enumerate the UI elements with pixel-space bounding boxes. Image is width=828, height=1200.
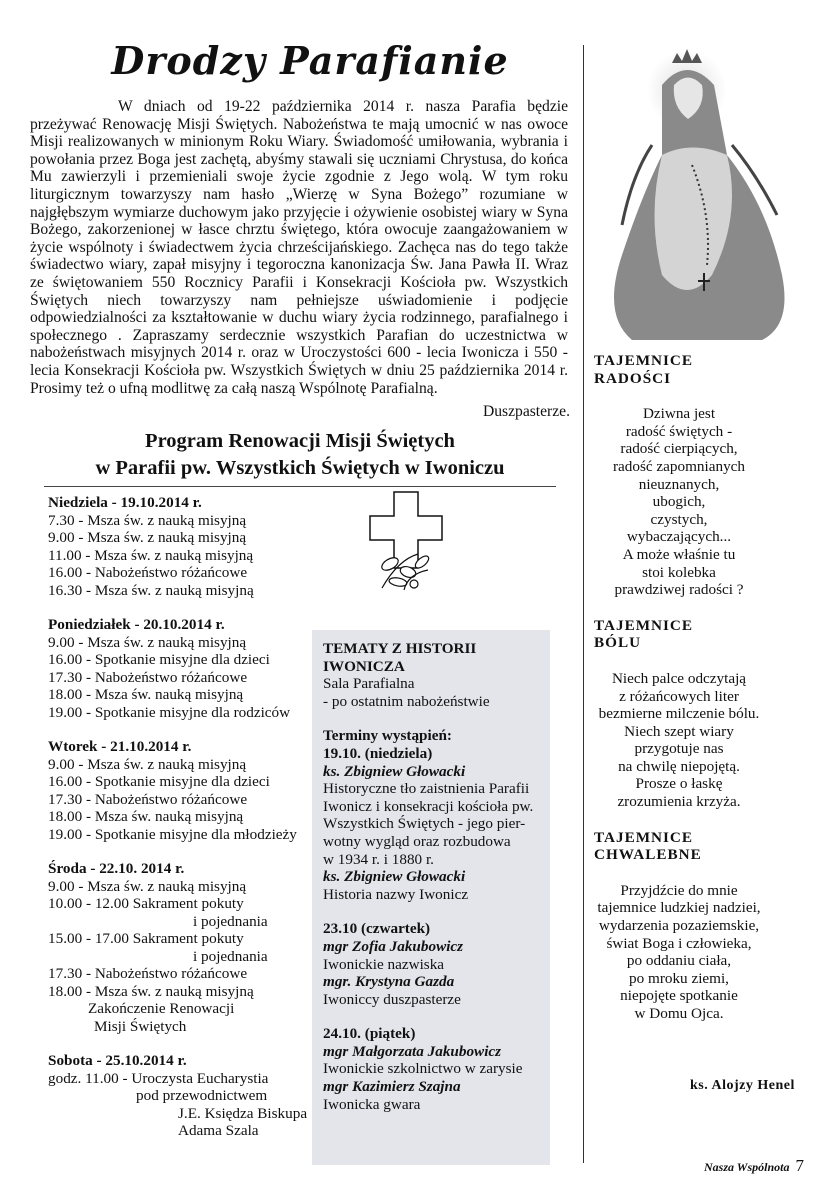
session-date: 23.10 (czwartek) xyxy=(323,920,431,938)
schedule-item: 18.00 - Msza św. z nauką misyjną xyxy=(48,982,254,1000)
madonna-with-rosary-illustration xyxy=(592,45,802,345)
poem-line: radość cierpiących, xyxy=(620,440,738,458)
schedule-item: 15.00 - 17.00 Sakrament pokuty xyxy=(48,930,244,947)
box-dates-heading: Terminy wystąpień: xyxy=(323,727,452,745)
poem-line: prawdziwej radości ? xyxy=(614,581,744,599)
session-date: 19.10. (niedziela) xyxy=(323,744,433,762)
talk-topic: wotny wygląd oraz rozbudowa xyxy=(323,832,511,850)
speaker-name: mgr Kazimierz Szajna xyxy=(323,1078,461,1096)
schedule-item-continued: J.E. Księdza Biskupa xyxy=(178,1104,308,1122)
schedule-item: 10.00 - 12.00 Sakrament pokuty xyxy=(48,895,244,912)
poem-line: Niech palce odczytają xyxy=(611,669,747,687)
schedule-item: 11.00 - Msza św. z nauką misyjną xyxy=(48,546,254,564)
poem-line: bezmierne milczenie bólu. xyxy=(598,705,760,723)
page-number: 7 xyxy=(795,1156,804,1175)
poem-line: z różańcowych liter xyxy=(619,687,739,705)
box-place: Sala Parafialna xyxy=(323,675,415,693)
poem-author: ks. Alojzy Henel xyxy=(690,1078,795,1093)
history-talks-box xyxy=(312,630,550,1165)
poem-line: wydarzenia pozaziemskie, xyxy=(598,917,760,935)
schedule-item: 16.00 - Spotkanie misyjne dla dzieci xyxy=(48,651,270,668)
box-title-line1: TEMATY Z HISTORII xyxy=(323,640,477,657)
talk-topic: Historia nazwy Iwonicz xyxy=(323,885,469,903)
schedule-item: 9.00 - Msza św. z nauką misyjną xyxy=(48,529,247,546)
cross-with-flowers-icon xyxy=(368,490,444,592)
poem-line: świat Boga i człowieka, xyxy=(606,934,752,952)
spacer xyxy=(323,903,550,920)
poem-line: nieuznanych, xyxy=(638,475,720,493)
talk-topic: Wszystkich Świętych - jego pier- xyxy=(323,815,526,833)
speaker-name: ks. Zbigniew Głowacki xyxy=(323,868,466,886)
spacer xyxy=(323,1008,550,1025)
poem-line: niepojęte spotkanie xyxy=(620,987,738,1005)
schedule-day xyxy=(48,738,328,843)
schedule-item: 9.00 - Msza św. z nauką misyjną xyxy=(48,633,247,651)
schedule-day-heading: Środa - 22.10. 2014 r. xyxy=(48,860,185,877)
schedule-item: 18.00 - Msza św. nauką misyjną xyxy=(48,686,244,703)
rosary-mysteries-poem xyxy=(594,352,814,1041)
schedule-day xyxy=(48,494,328,599)
mystery-heading xyxy=(594,829,814,864)
mystery-heading xyxy=(594,617,814,652)
publication-name: Nasza Wspólnota xyxy=(704,1160,790,1174)
poem-line: czystych, xyxy=(650,510,708,528)
schedule-item: 7.30 - Msza św. z nauką misyjną xyxy=(48,511,247,529)
poem-line: radość zapomnianych xyxy=(613,457,745,475)
mystery-poem xyxy=(594,882,764,1023)
schedule-day xyxy=(48,1052,328,1140)
talk-topic: Iwonicka gwara xyxy=(323,1095,421,1113)
schedule-item: 17.30 - Nabożeństwo różańcowe xyxy=(48,668,248,686)
speaker-name: mgr Zofia Jakubowicz xyxy=(323,937,464,955)
box-time: - po ostatnim nabożeństwie xyxy=(323,692,490,710)
schedule-item-continued: i pojednania xyxy=(193,912,268,930)
schedule-item-continued: pod przewodnictwem xyxy=(136,1087,268,1104)
talk-topic: Iwonicz i konsekracji kościoła pw. xyxy=(323,797,534,815)
poem-line: Przyjdźcie do mnie xyxy=(620,881,738,899)
intro-letter xyxy=(30,98,568,397)
poem-line: ubogich, xyxy=(652,493,706,511)
poem-line: po mroku ziemi, xyxy=(629,969,729,987)
schedule-item-continued: Zakończenie Renowacji xyxy=(88,1000,235,1017)
poem-line: Dziwna jest xyxy=(642,405,716,423)
poem-line: A może właśnie tu xyxy=(622,545,736,563)
schedule-item: 17.30 - Nabożeństwo różańcowe xyxy=(48,790,248,808)
mission-schedule xyxy=(48,494,328,1157)
poem-line: Niech szept wiary xyxy=(624,722,734,740)
schedule-item: 16.00 - Nabożeństwo różańcowe xyxy=(48,564,248,581)
talk-sessions xyxy=(323,745,550,1113)
talk-topic: Historyczne tło zaistnienia Parafii xyxy=(323,780,530,798)
mystery-heading-line: CHWALEBNE xyxy=(594,846,702,864)
speaker-name: ks. Zbigniew Głowacki xyxy=(323,762,466,780)
page-title: Drodzy Parafianie xyxy=(111,38,509,83)
talk-topic: Iwonickie nazwiska xyxy=(323,955,445,973)
schedule-day xyxy=(48,860,328,1035)
schedule-item: 19.00 - Spotkanie misyjne dla młodzieży xyxy=(48,825,297,843)
poem-line: wybaczających... xyxy=(626,528,732,546)
talk-topic: w 1934 r. i 1880 r. xyxy=(323,850,434,868)
intro-paragraph: W dniach od 19-22 października 2014 r. nasza Parafia będzie przeżywać Renowację Misji Świętych. Nabożeństwa te mają umocnić w nas owoce Misji realizowanych w minionym Roku Wiary. Świadomość umiłowania, wybrania i powołania przez Boga jest zachętą, abyśmy stawali się uczniami Chrystusa, do końca Mu zawierzyli i przemieniali swoje życie zgodnie z Jego wolą. W tym roku liturgicznym towarzyszy nam hasło „Wierzę w Syna Bożego” rozumiane w najgłębszym wymiarze duchowym jako przyjęcie i ożywienie osobistej wiary w Syna Bożego, zakorzenionej w łasce chrztu świętego, która owocuje zaangażowaniem w życie wspólnoty i świadectwem życia chrześcijańskiego. Zachęca nas do tego także świadectwo wiary, zapał misyjny i tegoroczna kanonizacja Św. Jana Pawła II. Wraz ze świętowaniem 550 Rocznicy Parafii i Konsekracji Kościoła pw. Wszystkich Świętych niech towarzyszy nam pełniejsze uświadomienie i podjęcie odpowiedzialności za kształtowanie w duchu wiary życia rodzinnego, parafialnego i społecznego . Zapraszamy serdecznie wszystkich Parafian do uczestnictwa w nabożeństwach misyjnych 2014 r. oraz w Uroczystości 600 - lecia Iwonicza i 550 - lecia Konsekracji Kościoła pw. Wszystkich Świętych w dniu 25 października 2014 r. Prosimy też o ufną modlitwę za całą naszą Wspólnotę Parafialną. xyxy=(30,98,568,397)
schedule-day-heading: Sobota - 25.10.2014 r. xyxy=(48,1052,187,1069)
speaker-name: mgr. Krystyna Gazda xyxy=(323,973,455,991)
session-date: 24.10. (piątek) xyxy=(323,1025,416,1043)
schedule-item: godz. 11.00 - Uroczysta Eucharystia xyxy=(48,1069,269,1087)
poem-line: tajemnice ludzkiej nadziei, xyxy=(597,899,761,917)
poem-line: stoi kolebka xyxy=(642,563,716,581)
schedule-item: 16.30 - Msza św. z nauką misyjną xyxy=(48,581,254,599)
schedule-item: 9.00 - Msza św. z nauką misyjną xyxy=(48,755,247,773)
poem-line: po oddaniu ciała, xyxy=(626,952,732,970)
schedule-item: 19.00 - Spotkanie misyjne dla rodziców xyxy=(48,703,291,721)
schedule-item: 9.00 - Msza św. z nauką misyjną xyxy=(48,877,247,895)
schedule-day-heading: Wtorek - 21.10.2014 r. xyxy=(48,738,192,755)
mystery-poem xyxy=(594,405,764,599)
poem-line: radość świętych - xyxy=(625,422,733,440)
letter-signature: Duszpasterze. xyxy=(482,403,570,420)
mystery-heading-line: RADOŚCI xyxy=(594,369,672,387)
speaker-name: mgr Małgorzata Jakubowicz xyxy=(323,1042,502,1060)
poem-line: zrozumienia krzyża. xyxy=(617,793,741,811)
mystery-heading-line: TAJEMNICE xyxy=(594,616,694,634)
schedule-item-continued: Misji Świętych xyxy=(94,1017,187,1035)
talk-topic: Iwonickie szkolnictwo w zarysie xyxy=(323,1060,523,1078)
schedule-item: 17.30 - Nabożeństwo różańcowe xyxy=(48,965,248,982)
poem-line: na chwilę niepojętą. xyxy=(618,757,740,775)
schedule-item: 16.00 - Spotkanie misyjne dla dzieci xyxy=(48,773,270,790)
poem-line: Prosze o łaskę xyxy=(635,775,723,793)
mystery-heading-line: TAJEMNICE xyxy=(594,352,694,369)
program-divider xyxy=(44,486,556,487)
mystery-poem xyxy=(594,670,764,811)
schedule-item-continued: i pojednania xyxy=(193,947,268,965)
mystery-heading-line: BÓLU xyxy=(594,634,642,652)
schedule-day-heading: Poniedziałek - 20.10.2014 r. xyxy=(48,616,225,633)
program-title-line2: w Parafii pw. Wszystkich Świętych w Iwoniczu xyxy=(95,457,505,479)
column-divider xyxy=(583,45,584,1163)
poem-line: przygotuje nas xyxy=(634,740,724,758)
mystery-heading-line: TAJEMNICE xyxy=(594,828,694,846)
schedule-day xyxy=(48,616,328,721)
program-title xyxy=(30,428,570,482)
talk-topic: Iwoniccy duszpasterze xyxy=(323,990,461,1008)
schedule-item-continued: Adama Szala xyxy=(178,1122,259,1139)
mystery-heading xyxy=(594,352,814,387)
schedule-day-heading: Niedziela - 19.10.2014 r. xyxy=(48,494,202,511)
box-title-line2: IWONICZA xyxy=(323,657,405,675)
page-footer xyxy=(704,1156,804,1176)
schedule-item: 18.00 - Msza św. nauką misyjną xyxy=(48,808,244,825)
program-title-line1: Program Renowacji Misji Świętych xyxy=(145,430,455,452)
poem-line: w Domu Ojca. xyxy=(634,1005,724,1022)
